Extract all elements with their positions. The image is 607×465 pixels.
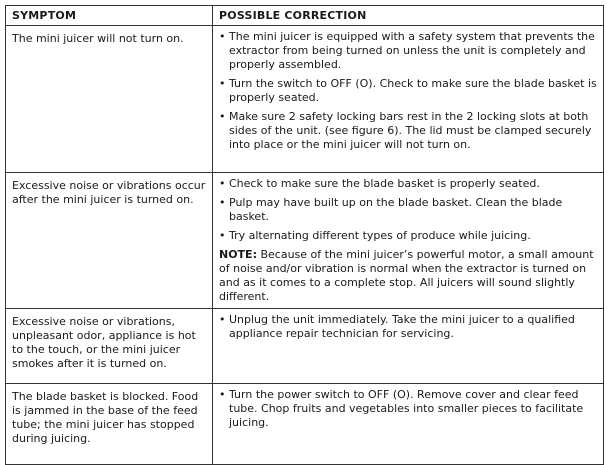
bullet-icon: • (219, 110, 226, 123)
correction-cell (213, 384, 604, 465)
symptom-cell: The blade basket is blocked. Food is jammed in the base of the feed tube; the mini juicer has stopped during juicing. (6, 384, 213, 465)
correction-column-header: POSSIBLE CORRECTION (213, 6, 604, 26)
table-row (6, 309, 604, 384)
bullet-icon: • (219, 229, 226, 242)
correction-item (219, 110, 597, 152)
correction-text: Pulp may have built up on the blade basket. Clean the blade basket. (229, 196, 563, 223)
correction-text: Make sure 2 safety locking bars rest in the 2 locking slots at both sides of the unit. (see figure 6). The lid must be clamped securely into place or the mini juicer will not turn on. (229, 110, 592, 151)
bullet-icon: • (219, 77, 226, 90)
correction-text: Turn the power switch to OFF (O). Remove cover and clear feed tube. Chop fruits and vegetables into smaller pieces to facilitate juicing. (229, 388, 584, 429)
correction-item (219, 177, 597, 191)
correction-cell (213, 26, 604, 173)
correction-text: Turn the switch to OFF (O). Check to make sure the blade basket is properly seated. (229, 77, 597, 104)
table-row (6, 384, 604, 465)
correction-item (219, 77, 597, 105)
note-paragraph (219, 248, 597, 304)
troubleshooting-table (5, 5, 604, 465)
correction-item (219, 388, 597, 430)
correction-item (219, 196, 597, 224)
symptom-cell: Excessive noise or vibrations occur after the mini juicer is turned on. (6, 173, 213, 309)
bullet-icon: • (219, 388, 226, 401)
note-text: Because of the mini juicer’s powerful motor, a small amount of noise and/or vibration is normal when the extractor is turned on and as it comes to a complete stop. All juicers will sound slightly different. (219, 248, 594, 303)
table-header-row (6, 6, 604, 26)
correction-cell (213, 309, 604, 384)
symptom-column-header: SYMPTOM (6, 6, 213, 26)
correction-item (219, 229, 597, 243)
correction-item (219, 30, 597, 72)
correction-text: The mini juicer is equipped with a safety system that prevents the extractor from being turned on unless the unit is completely and properly assembled. (229, 30, 595, 71)
correction-text: Unplug the unit immediately. Take the mini juicer to a qualified appliance repair technician for servicing. (229, 313, 575, 340)
bullet-icon: • (219, 177, 226, 190)
correction-text: Check to make sure the blade basket is properly seated. (229, 177, 540, 190)
table-row (6, 173, 604, 309)
correction-text: Try alternating different types of produce while juicing. (229, 229, 531, 242)
note-label: NOTE: (219, 248, 257, 261)
symptom-cell: The mini juicer will not turn on. (6, 26, 213, 173)
bullet-icon: • (219, 313, 226, 326)
symptom-cell: Excessive noise or vibrations, unpleasant odor, appliance is hot to the touch, or the mini juicer smokes after it is turned on. (6, 309, 213, 384)
bullet-icon: • (219, 30, 226, 43)
table-row (6, 26, 604, 173)
correction-item (219, 313, 597, 341)
correction-cell (213, 173, 604, 309)
bullet-icon: • (219, 196, 226, 209)
